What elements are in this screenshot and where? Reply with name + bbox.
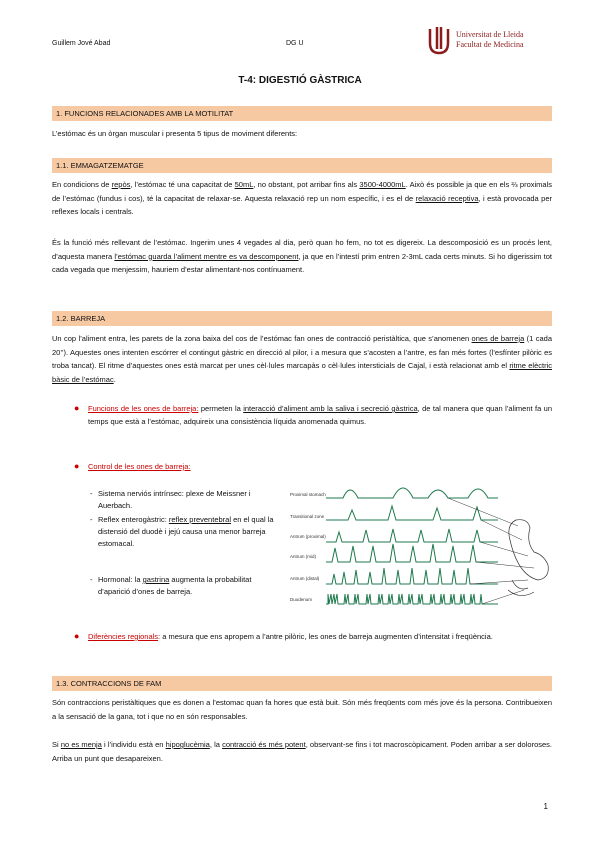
section-1-1-paragraph-2: És la funció més rellevant de l’estómac. Ingerim unes 4 vegades al dia, però quan ho fem, no tot es digereix. La descomposició es un procés lent, d’aquesta manera l’estómac guarda l’aliment mentre es va descomponent, ja que en l’intestí prim entren 2-3mL cada certs minuts. Si ho digerissim tot cada vegada que menjessim, hauriem d’estar alimentant-nos contínuament. — [52, 238, 553, 274]
university-crest-icon — [426, 27, 452, 55]
trace-transitional — [326, 506, 498, 520]
bullet-dot-icon: ● — [74, 631, 80, 641]
trace-duodenum — [326, 594, 498, 604]
section-1-intro: L’estómac és un òrgan muscular i presenta 5 tipus de moviment diferents: — [52, 129, 298, 138]
label-antrum-mid: Antrum (mid) — [290, 554, 317, 559]
page-number: 1 — [543, 802, 548, 811]
university-logo — [426, 27, 556, 55]
section-1-1-heading: 1.1. EMMAGATZEMATGE — [52, 158, 552, 173]
bullet-dot-icon: ● — [74, 461, 80, 471]
trace-antrum-mid — [326, 544, 498, 562]
section-1-2-heading: 1.2. BARREJA — [52, 311, 552, 326]
section-1-3-paragraph-1: Són contraccions peristàltiques que es donen a l’estomac quan fa hores que està buit. Són més freqüents com més jove és la persona. Contribueixen a la sensació de la gana, tot i que no en són responsables. — [52, 698, 552, 721]
trace-antrum-distal — [326, 568, 498, 584]
label-transitional: Transitional zone — [290, 514, 325, 519]
trace-antrum-proximal — [326, 529, 498, 542]
bullet-funcions: ● Funcions de les ones de barreja: permeten la interacció d’aliment amb la saliva i secreció gàstrica, de tal manera que quan l’aliment fa un temps que està a l’estómac, adquireix una consistència líquida anomenada quimus. — [74, 403, 552, 426]
faculty-name: Facultat de Medicina — [456, 40, 524, 49]
section-1-3-paragraph-2: Si no es menja i l’individu està en hipoglucèmia, la contracció és més potent, observant-se fins i tot macroscòpicament. Poden arribar a ser doloroses. Arriba un punt que desapareixen. — [52, 740, 552, 763]
section-1-3-heading: 1.3. CONTRACCIONS DE FAM — [52, 676, 552, 691]
control-item-1: - Sistema nerviós intrínsec: plexe de Meissner i Auerbach. — [90, 489, 251, 510]
header-author: Guillem Jové Abad — [52, 40, 111, 47]
header-course: DG U — [286, 40, 304, 47]
control-item-3: - Hormonal: la gastrina augmenta la probabilitat d’aparició d’ones de barreja. — [90, 575, 252, 596]
trace-proximal — [326, 488, 498, 498]
label-antrum-proximal: Antrum (proximal) — [290, 534, 326, 539]
label-antrum-distal: Antrum (distal) — [290, 576, 320, 581]
section-1-heading: 1. FUNCIONS RELACIONADES AMB LA MOTILITAT — [52, 106, 552, 121]
label-duodenum: Duodenum — [290, 597, 313, 602]
waves-diagram — [288, 480, 552, 610]
section-1-2-paragraph-1: Un cop l’aliment entra, les parets de la zona baixa del cos de l’estómac fan ones de contracció peristàltica, que s’anomenen ones de barreja (1 cada 20’’). Aquestes ones intenten escórrer el contingut gàstric en direcció al pilor, i a mesura que s’acosten a l’antre, es fan més fortes (l’esfínter pilòric es troba tancat). El ritme d’aquestes ones està marcat per unes cèl·lules marcapàs o cèl·lules intersticials de Cajal, i està relacionat amb el ritme elèctric bàsic de l’estómac. — [52, 334, 552, 384]
bullet-control: ● Control de les ones de barreja: — [74, 461, 191, 471]
stomach-outline-icon — [508, 520, 548, 596]
university-name: Universitat de Lleida — [456, 30, 524, 39]
bullet-dot-icon: ● — [74, 403, 80, 413]
connector-lines — [448, 498, 534, 604]
contraction-waves-figure — [288, 480, 552, 610]
label-proximal: Proximal stomach — [290, 492, 326, 497]
bullet-diferencies: ● Diferències regionals: a mesura que ens apropem a l’antre pilòric, les ones de barreja augmenten d’intensitat i freqüència. — [74, 631, 493, 641]
section-1-1-paragraph-1: En condicions de repòs, l’estómac té una capacitat de 50mL, no obstant, pot arribar fins als 3500-4000mL. Això és possible ja que en els ⅔ proximals de l’estómac (fundus i cos), té la capacitat de relaxar-se. Aquesta relaxació rep un nom específic, i es el de relaxació receptiva, i està provocada per reflexes locals i centrals. — [52, 180, 552, 216]
page-title: T-4: DIGESTIÓ GÀSTRICA — [238, 75, 362, 86]
control-item-2: - Reflex enterogàstric: reflex preventebral en el qual la distensió del duodè i jejú causa una menor barreja estomacal. — [90, 515, 274, 548]
